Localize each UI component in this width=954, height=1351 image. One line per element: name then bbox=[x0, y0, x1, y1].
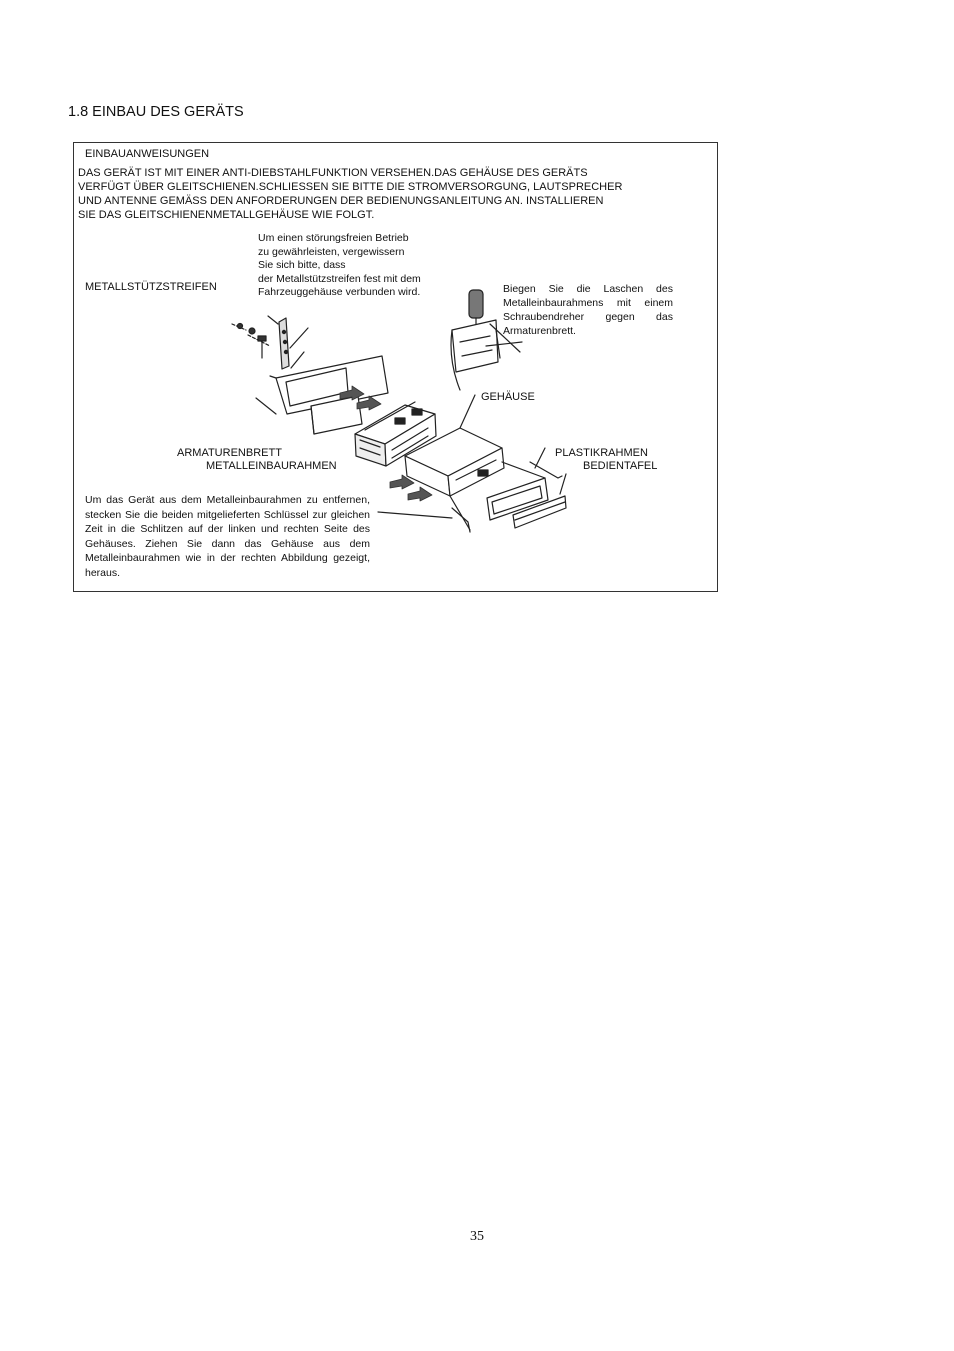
note-line: zu gewährleisten, vergewissern bbox=[258, 245, 405, 258]
label-metalleinbaurahmen: METALLEINBAURAHMEN bbox=[206, 460, 337, 472]
note-line: Sie sich bitte, dass bbox=[258, 259, 346, 271]
label-armaturenbrett: ARMATURENBRETT bbox=[177, 447, 282, 459]
note-bend-tabs: Biegen Sie die Laschen des Metalleinbaurahmens mit einem Schraubendreher gegen das Armaturenbrett. bbox=[503, 283, 673, 337]
note-removal: Um das Gerät aus dem Metalleinbaurahmen zu entfernen, stecken Sie die beiden mitgelieferten Schlüssel zur gleichen Zeit in die Schlitzen auf der linken und rechten Seite des Gehäuses. Ziehen Sie dann das Gehäuse aus dem Metalleinbaurahmen wie in der rechten Abbildung gezeigt, heraus. bbox=[85, 494, 370, 579]
label-bedientafel: BEDIENTAFEL bbox=[583, 460, 658, 472]
label-metallstuetzstreifen: METALLSTÜTZSTREIFEN bbox=[85, 281, 217, 293]
support-strip-drawing bbox=[232, 316, 308, 369]
label-plastikrahmen: PLASTIKRAHMEN bbox=[555, 447, 648, 459]
section-title: 1.8 EINBAU DES GERÄTS bbox=[68, 104, 244, 120]
screwdriver-drawing bbox=[451, 290, 522, 390]
intro-line: SIE DAS GLEITSCHIENENMETALLGEHÄUSE WIE FOLGT. bbox=[78, 209, 375, 221]
instructions-heading: EINBAUANWEISUNGEN bbox=[85, 148, 210, 160]
intro-line: VERFÜGT ÜBER GLEITSCHIENEN.SCHLIESSEN SIE BITTE DIE STROMVERSORGUNG, LAUTSPRECHER bbox=[78, 181, 623, 193]
page-number: 35 bbox=[470, 1229, 484, 1244]
note-line: der Metallstützstreifen fest mit dem bbox=[258, 272, 421, 285]
dashboard-drawing bbox=[256, 356, 388, 434]
intro-line: UND ANTENNE GEMÄSS DEN ANFORDERUNGEN DER BEDIENUNGSANLEITUNG AN. INSTALLIEREN bbox=[78, 195, 604, 207]
note-line: Um einen störungsfreien Betrieb bbox=[258, 232, 409, 244]
note-line: Fahrzeuggehäuse verbunden wird. bbox=[258, 286, 421, 298]
label-gehaeuse: GEHÄUSE bbox=[481, 391, 535, 403]
intro-line: DAS GERÄT IST MIT EINER ANTI-DIEBSTAHLFUNKTION VERSEHEN.DAS GEHÄUSE DES GERÄTS bbox=[78, 167, 588, 179]
